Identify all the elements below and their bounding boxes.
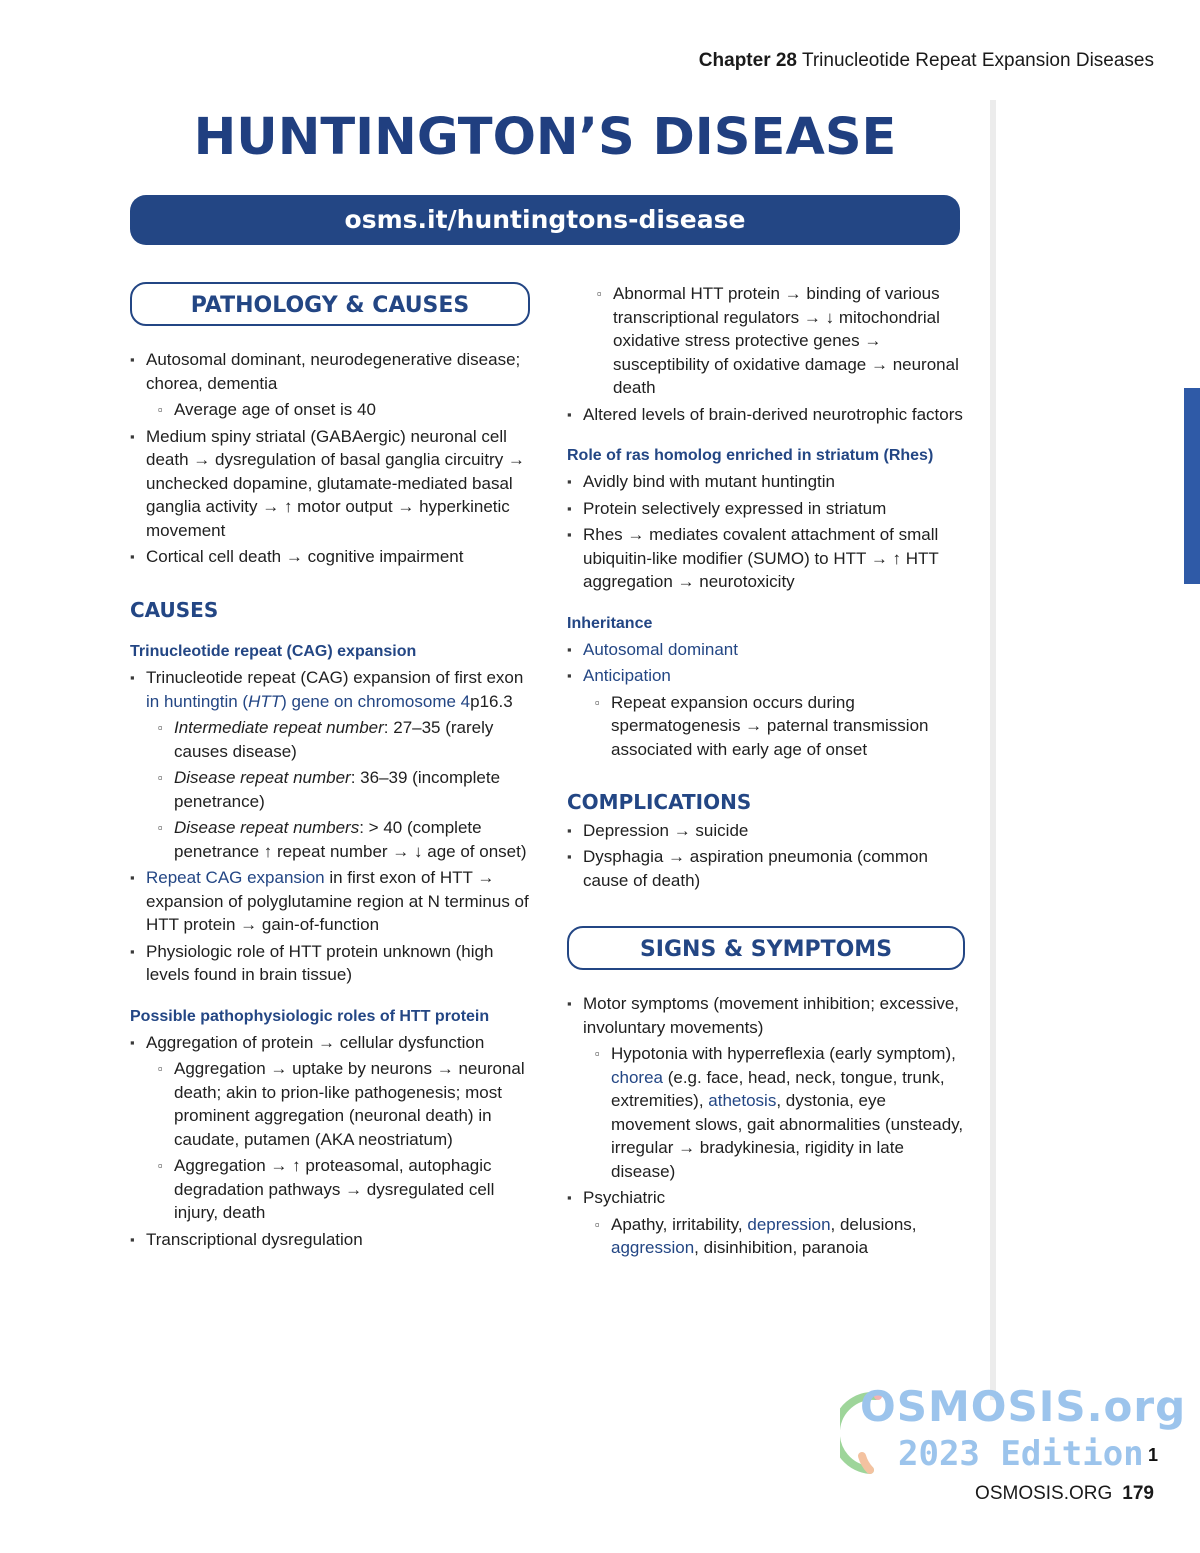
list-item	[130, 666, 530, 713]
complications-list	[567, 819, 965, 893]
text: : 27–35 (rarely causes disease)	[174, 718, 494, 761]
page-title: HUNTINGTON’S DISEASE	[193, 108, 897, 167]
section-heading-complications: COMPLICATIONS	[567, 790, 752, 814]
transcription-list	[567, 282, 965, 426]
list-item: ▪ Altered levels of brain-derived neurotrophic factors	[567, 403, 965, 427]
column-divider	[990, 100, 996, 1400]
signs-list	[567, 992, 965, 1260]
list-item: ▪ Psychiatric	[567, 1186, 965, 1210]
text: (e.g. face, head, neck, tongue, trunk, extremities),	[611, 1067, 945, 1110]
section-heading-pathology: PATHOLOGY & CAUSES	[130, 282, 530, 326]
osmosis-watermark	[840, 1382, 1187, 1482]
list-item: ▫ Aggregation → ↑ proteasomal, autophagic degradation pathways → dysregulated cell injury, death	[158, 1154, 530, 1225]
list-item	[595, 1042, 965, 1183]
subheading-inheritance: Inheritance	[567, 614, 653, 632]
list-item: ▪ Physiologic role of HTT protein unknown (high levels found in brain tissue)	[130, 940, 530, 987]
list-item: ▪ Rhes → mediates covalent attachment of small ubiquitin-like modifier (SUMO) to HTT → ↑ HTT aggregation → neurotoxicity	[567, 523, 965, 594]
link-text: ) gene on chromosome 4	[281, 691, 471, 711]
list-item: ▫ Abnormal HTT protein → binding of various transcriptional regulators → ↓ mitochondrial oxidative stress protective genes → susceptibility of oxidative damage → neuronal death	[597, 282, 965, 400]
right-column	[567, 282, 965, 1260]
pathology-list	[130, 348, 530, 569]
rhes-list	[567, 470, 965, 594]
text: , dystonia, eye movement slows, gait abnormalities (unsteady, irregular → bradykinesia, rigidity in late disease)	[611, 1091, 964, 1181]
huntingtin-gene-link[interactable]	[146, 692, 470, 711]
list-item	[595, 1213, 965, 1260]
anticipation-link[interactable]: Anticipation	[583, 666, 671, 685]
list-item	[158, 816, 530, 863]
url-banner[interactable]: osms.it/huntingtons-disease	[130, 195, 960, 245]
list-item: ▪ Aggregation of protein → cellular dysfunction	[130, 1031, 530, 1055]
list-item: ▫ Average age of onset is 40	[158, 398, 530, 422]
chorea-link[interactable]: chorea	[611, 1067, 663, 1087]
list-item: ▪ Cortical cell death → cognitive impairment	[130, 545, 530, 569]
list-item: ▪ Transcriptional dysregulation	[130, 1228, 530, 1252]
list-item: ▫ Aggregation → uptake by neurons → neuronal death; akin to prion-like pathogenesis; most prominent aggregation (neuronal death) in caudate, putamen (AKA neostriatum)	[158, 1057, 530, 1151]
trinucleotide-list	[130, 666, 530, 987]
chapter-header	[699, 50, 1154, 72]
section-heading-signs: SIGNS & SYMPTOMS	[567, 926, 965, 970]
text-italic: Disease repeat numbers	[174, 818, 360, 837]
link-text-italic: HTT	[248, 691, 282, 711]
list-item: ▪ Depression → suicide	[567, 819, 965, 843]
athetosis-link[interactable]: athetosis	[708, 1091, 777, 1110]
watermark-line2: 2023 Edition	[898, 1434, 1144, 1474]
page-number: 179	[1122, 1483, 1154, 1504]
list-item	[158, 716, 530, 763]
list-item	[567, 664, 965, 688]
text: : 36–39 (incomplete penetrance)	[174, 768, 501, 811]
repeat-cag-link[interactable]: Repeat CAG expansion	[146, 868, 325, 887]
chapter-label: Chapter 28	[698, 50, 797, 71]
subheading-trinucleotide: Trinucleotide repeat (CAG) expansion	[130, 643, 417, 660]
inheritance-list	[567, 638, 965, 762]
text: in first exon of HTT → expansion of polyglutamine region at N terminus of HTT protein → gain-of-function	[146, 868, 529, 934]
page-number-small: 1	[1147, 1445, 1158, 1465]
section-heading-causes: CAUSES	[130, 597, 219, 622]
roles-list	[130, 1031, 530, 1252]
list-item: ▪ Autosomal dominant, neurodegenerative disease; chorea, dementia	[130, 348, 530, 395]
footer-site: OSMOSIS.ORG	[975, 1483, 1113, 1504]
text-italic: Intermediate repeat number	[174, 718, 384, 737]
text: , delusions,	[830, 1214, 917, 1234]
autosomal-dominant-link[interactable]: Autosomal dominant	[583, 639, 738, 659]
text: Trinucleotide repeat (CAG) expansion of first exon	[146, 668, 524, 687]
text: : > 40 (complete penetrance ↑ repeat number → ↓ age of onset)	[174, 818, 527, 861]
list-item: ▪ Avidly bind with mutant huntingtin	[567, 470, 965, 494]
watermark-line1: OSMOSIS.org	[860, 1382, 1187, 1431]
list-item	[130, 866, 530, 937]
text: Hypotonia with hyperreflexia (early symptom),	[611, 1044, 956, 1063]
text-italic: Disease repeat number	[174, 768, 351, 787]
subheading-roles: Possible pathophysiologic roles of HTT protein	[130, 1007, 490, 1025]
list-item: ▪ Dysphagia → aspiration pneumonia (common cause of death)	[567, 845, 965, 892]
text: Apathy, irritability,	[611, 1214, 748, 1234]
list-item: ▪ Protein selectively expressed in striatum	[567, 497, 965, 521]
aggression-link[interactable]: aggression	[611, 1238, 695, 1257]
side-tab	[1184, 388, 1200, 584]
text: , disinhibition, paranoia	[694, 1238, 869, 1257]
list-item: ▪ Motor symptoms (movement inhibition; excessive, involuntary movements)	[567, 992, 965, 1039]
link-text: in huntingtin (	[146, 691, 249, 711]
list-item: ▪ Medium spiny striatal (GABAergic) neuronal cell death → dysregulation of basal ganglia circuitry → unchecked dopamine, glutamate-mediated basal ganglia activity → ↑ motor output → hyperkinetic movement	[130, 425, 530, 543]
chapter-title: Trinucleotide Repeat Expansion Diseases	[801, 50, 1154, 71]
subheading-rhes: Role of ras homolog enriched in striatum (Rhes)	[567, 447, 934, 464]
depression-link[interactable]: depression	[747, 1214, 831, 1234]
page-footer	[975, 1483, 1154, 1505]
left-column	[130, 282, 530, 1251]
list-item	[158, 766, 530, 813]
list-item: ▫ Repeat expansion occurs during spermatogenesis → paternal transmission associated with early age of onset	[595, 691, 965, 762]
text: p16.3	[470, 691, 513, 711]
list-item	[567, 638, 965, 662]
